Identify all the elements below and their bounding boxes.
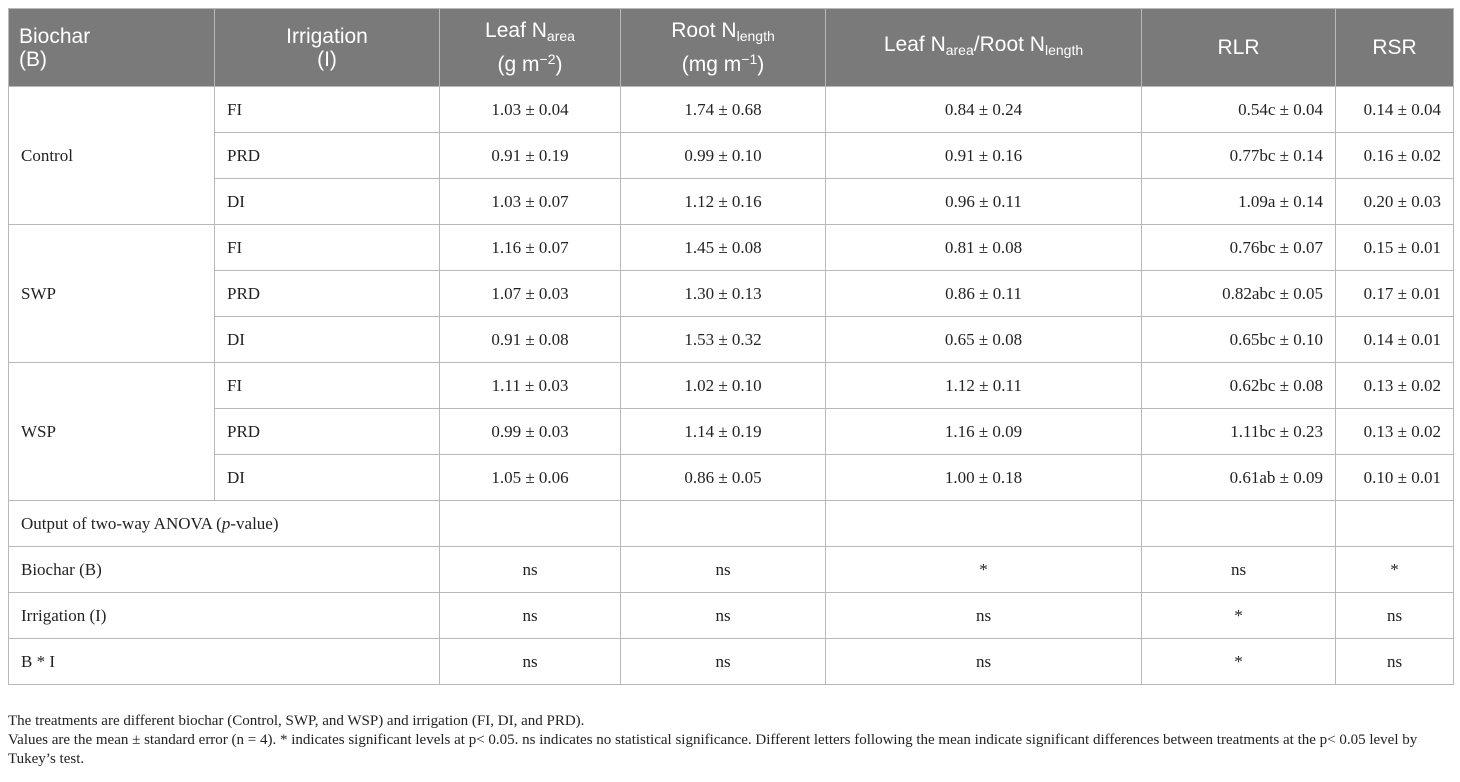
root-n-cell: ns bbox=[621, 639, 826, 685]
rlr-cell: 1.11bc ± 0.23 bbox=[1142, 409, 1336, 455]
header-rlr: RLR bbox=[1142, 9, 1336, 87]
anova-row bbox=[9, 547, 1454, 593]
irrigation-cell: DI bbox=[215, 455, 440, 501]
rsr-cell: 0.15 ± 0.01 bbox=[1336, 225, 1454, 271]
rlr-cell: 0.54c ± 0.04 bbox=[1142, 87, 1336, 133]
table-row bbox=[9, 363, 1454, 409]
rlr-cell: 0.76bc ± 0.07 bbox=[1142, 225, 1336, 271]
leaf-n-cell: 1.03 ± 0.07 bbox=[440, 179, 621, 225]
rlr-cell: 0.65bc ± 0.10 bbox=[1142, 317, 1336, 363]
ratio-cell: 1.12 ± 0.11 bbox=[826, 363, 1142, 409]
ratio-cell: 1.00 ± 0.18 bbox=[826, 455, 1142, 501]
header-root-n-length: Root $N_{length}$ (mg $m^{-1}$) bbox=[621, 9, 826, 87]
table-row bbox=[9, 133, 1454, 179]
leaf-n-cell: 1.16 ± 0.07 bbox=[440, 225, 621, 271]
root-n-cell: 1.14 ± 0.19 bbox=[621, 409, 826, 455]
irrigation-cell: DI bbox=[215, 317, 440, 363]
leaf-n-cell: 1.07 ± 0.03 bbox=[440, 271, 621, 317]
ratio-cell: 0.81 ± 0.08 bbox=[826, 225, 1142, 271]
irrigation-cell: PRD bbox=[215, 271, 440, 317]
root-n-cell: 1.30 ± 0.13 bbox=[621, 271, 826, 317]
leaf-n-cell: 0.99 ± 0.03 bbox=[440, 409, 621, 455]
root-n-cell: 1.53 ± 0.32 bbox=[621, 317, 826, 363]
leaf-n-cell: ns bbox=[440, 547, 621, 593]
irrigation-cell: FI bbox=[215, 363, 440, 409]
leaf-n-cell: 0.91 ± 0.19 bbox=[440, 133, 621, 179]
root-n-cell: 1.12 ± 0.16 bbox=[621, 179, 826, 225]
leaf-n-cell: 1.11 ± 0.03 bbox=[440, 363, 621, 409]
rsr-cell: 0.14 ± 0.04 bbox=[1336, 87, 1454, 133]
rsr-cell: 0.13 ± 0.02 bbox=[1336, 363, 1454, 409]
irrigation-cell: FI bbox=[215, 225, 440, 271]
anova-row bbox=[9, 639, 1454, 685]
leaf-n-cell: 1.05 ± 0.06 bbox=[440, 455, 621, 501]
root-n-cell: 0.99 ± 0.10 bbox=[621, 133, 826, 179]
anova-label: B * I bbox=[9, 639, 440, 685]
anova-label: Irrigation (I) bbox=[9, 593, 440, 639]
ratio-cell: 0.96 ± 0.11 bbox=[826, 179, 1142, 225]
table-row bbox=[9, 225, 1454, 271]
header-leaf-root-ratio: Leaf $N_{area}$/Root $N_{length}$ bbox=[826, 9, 1142, 87]
leaf-n-cell: ns bbox=[440, 639, 621, 685]
rlr-cell: 0.62bc ± 0.08 bbox=[1142, 363, 1336, 409]
anova-title: Output of two-way ANOVA (p-value) bbox=[9, 501, 440, 547]
table-row bbox=[9, 317, 1454, 363]
rlr-cell: 1.09a ± 0.14 bbox=[1142, 179, 1336, 225]
rsr-cell: 0.17 ± 0.01 bbox=[1336, 271, 1454, 317]
root-n-cell: ns bbox=[621, 547, 826, 593]
group-label: Control bbox=[9, 87, 215, 225]
group-label: SWP bbox=[9, 225, 215, 363]
group-label: WSP bbox=[9, 363, 215, 501]
irrigation-cell: PRD bbox=[215, 133, 440, 179]
leaf-n-cell: ns bbox=[440, 593, 621, 639]
ratio-cell: 0.84 ± 0.24 bbox=[826, 87, 1142, 133]
table-row bbox=[9, 455, 1454, 501]
root-n-cell: 1.74 ± 0.68 bbox=[621, 87, 826, 133]
ratio-cell: ns bbox=[826, 593, 1142, 639]
rsr-cell: 0.20 ± 0.03 bbox=[1336, 179, 1454, 225]
anova-label: Biochar (B) bbox=[9, 547, 440, 593]
table-row bbox=[9, 409, 1454, 455]
anova-title-row bbox=[9, 501, 1454, 547]
rsr-cell: 0.10 ± 0.01 bbox=[1336, 455, 1454, 501]
empty-cell bbox=[826, 501, 1142, 547]
leaf-n-cell: 0.91 ± 0.08 bbox=[440, 317, 621, 363]
anova-row bbox=[9, 593, 1454, 639]
footnote-statistics: Values are the mean ± standard error (n = 4). * indicates significant levels at p< 0.05. ns indicates no statistical significance. Different letters following the mean indicate significant differences between treatments at the p< 0.05 level by Tukey’s test. bbox=[8, 732, 1418, 767]
table-row bbox=[9, 271, 1454, 317]
ratio-cell: * bbox=[826, 547, 1142, 593]
table-footnotes bbox=[8, 712, 1453, 769]
results-table bbox=[8, 8, 1454, 685]
rlr-cell: * bbox=[1142, 593, 1336, 639]
rsr-cell: 0.16 ± 0.02 bbox=[1336, 133, 1454, 179]
empty-cell bbox=[440, 501, 621, 547]
empty-cell bbox=[1142, 501, 1336, 547]
footnote-treatments: The treatments are different biochar (Control, SWP, and WSP) and irrigation (FI, DI, and PRD). bbox=[8, 713, 585, 729]
rsr-cell: ns bbox=[1336, 593, 1454, 639]
header-row bbox=[9, 9, 1454, 87]
ratio-cell: 1.16 ± 0.09 bbox=[826, 409, 1142, 455]
ratio-cell: 0.91 ± 0.16 bbox=[826, 133, 1142, 179]
rsr-cell: 0.13 ± 0.02 bbox=[1336, 409, 1454, 455]
ratio-cell: ns bbox=[826, 639, 1142, 685]
root-n-cell: 0.86 ± 0.05 bbox=[621, 455, 826, 501]
rlr-cell: 0.61ab ± 0.09 bbox=[1142, 455, 1336, 501]
empty-cell bbox=[621, 501, 826, 547]
leaf-n-cell: 1.03 ± 0.04 bbox=[440, 87, 621, 133]
empty-cell bbox=[1336, 501, 1454, 547]
rsr-cell: ns bbox=[1336, 639, 1454, 685]
rlr-cell: * bbox=[1142, 639, 1336, 685]
root-n-cell: ns bbox=[621, 593, 826, 639]
ratio-cell: 0.86 ± 0.11 bbox=[826, 271, 1142, 317]
rsr-cell: * bbox=[1336, 547, 1454, 593]
header-leaf-n-area: Leaf $N_{area}$ (g $m^{-2}$) bbox=[440, 9, 621, 87]
irrigation-cell: DI bbox=[215, 179, 440, 225]
rlr-cell: 0.82abc ± 0.05 bbox=[1142, 271, 1336, 317]
irrigation-cell: PRD bbox=[215, 409, 440, 455]
rsr-cell: 0.14 ± 0.01 bbox=[1336, 317, 1454, 363]
root-n-cell: 1.45 ± 0.08 bbox=[621, 225, 826, 271]
table-row bbox=[9, 179, 1454, 225]
table-row bbox=[9, 87, 1454, 133]
header-biochar: Biochar (B) bbox=[9, 9, 215, 87]
irrigation-cell: FI bbox=[215, 87, 440, 133]
header-irrigation: Irrigation (I) bbox=[215, 9, 440, 87]
rlr-cell: ns bbox=[1142, 547, 1336, 593]
root-n-cell: 1.02 ± 0.10 bbox=[621, 363, 826, 409]
header-rsr: RSR bbox=[1336, 9, 1454, 87]
rlr-cell: 0.77bc ± 0.14 bbox=[1142, 133, 1336, 179]
ratio-cell: 0.65 ± 0.08 bbox=[826, 317, 1142, 363]
